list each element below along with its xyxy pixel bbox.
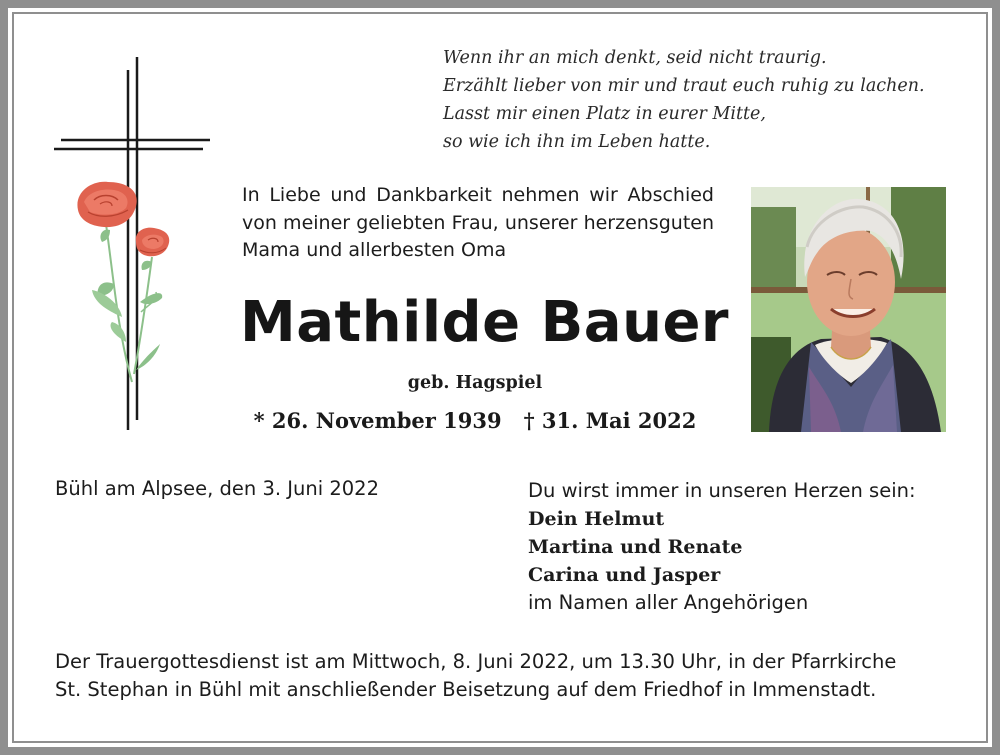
intro-text: In Liebe und Dankbarkeit nehmen wir Abschied von meiner geliebten Frau, unserer herzensguten Mama und allerbesten Oma <box>242 184 714 261</box>
cross-with-roses-icon <box>48 52 218 437</box>
service-line: St. Stephan in Bühl mit anschließender Beisetzung auf dem Friedhof in Immenstadt. <box>55 678 877 701</box>
portrait-photo <box>751 187 946 432</box>
family-member: Dein Helmut <box>528 508 665 530</box>
family-heading: Du wirst immer in unseren Herzen sein: <box>528 479 916 502</box>
poem-line: Lasst mir einen Platz in eurer Mitte, <box>443 104 766 124</box>
life-dates <box>240 408 710 433</box>
deceased-name: Mathilde Bauer <box>240 290 730 355</box>
poem-line: so wie ich ihn im Leben hatte. <box>443 132 711 152</box>
poem <box>443 44 973 156</box>
birth-date: * 26. November 1939 <box>253 408 502 433</box>
death-date: † 31. Mai 2022 <box>523 408 697 433</box>
maiden-name: geb. Hagspiel <box>407 373 543 393</box>
family-member: Carina und Jasper <box>528 564 721 586</box>
place-and-date: Bühl am Alpsee, den 3. Juni 2022 <box>55 477 379 500</box>
service-info <box>55 648 955 704</box>
family-member: Martina und Renate <box>528 536 743 558</box>
family-footer: im Namen aller Angehörigen <box>528 591 809 614</box>
service-line: Der Trauergottesdienst ist am Mittwoch, 8. Juni 2022, um 13.30 Uhr, in der Pfarrkirche <box>55 650 897 673</box>
family-block <box>528 477 916 617</box>
poem-line: Erzählt lieber von mir und traut euch ruhig zu lachen. <box>443 76 925 96</box>
poem-line: Wenn ihr an mich denkt, seid nicht traurig. <box>443 48 827 68</box>
